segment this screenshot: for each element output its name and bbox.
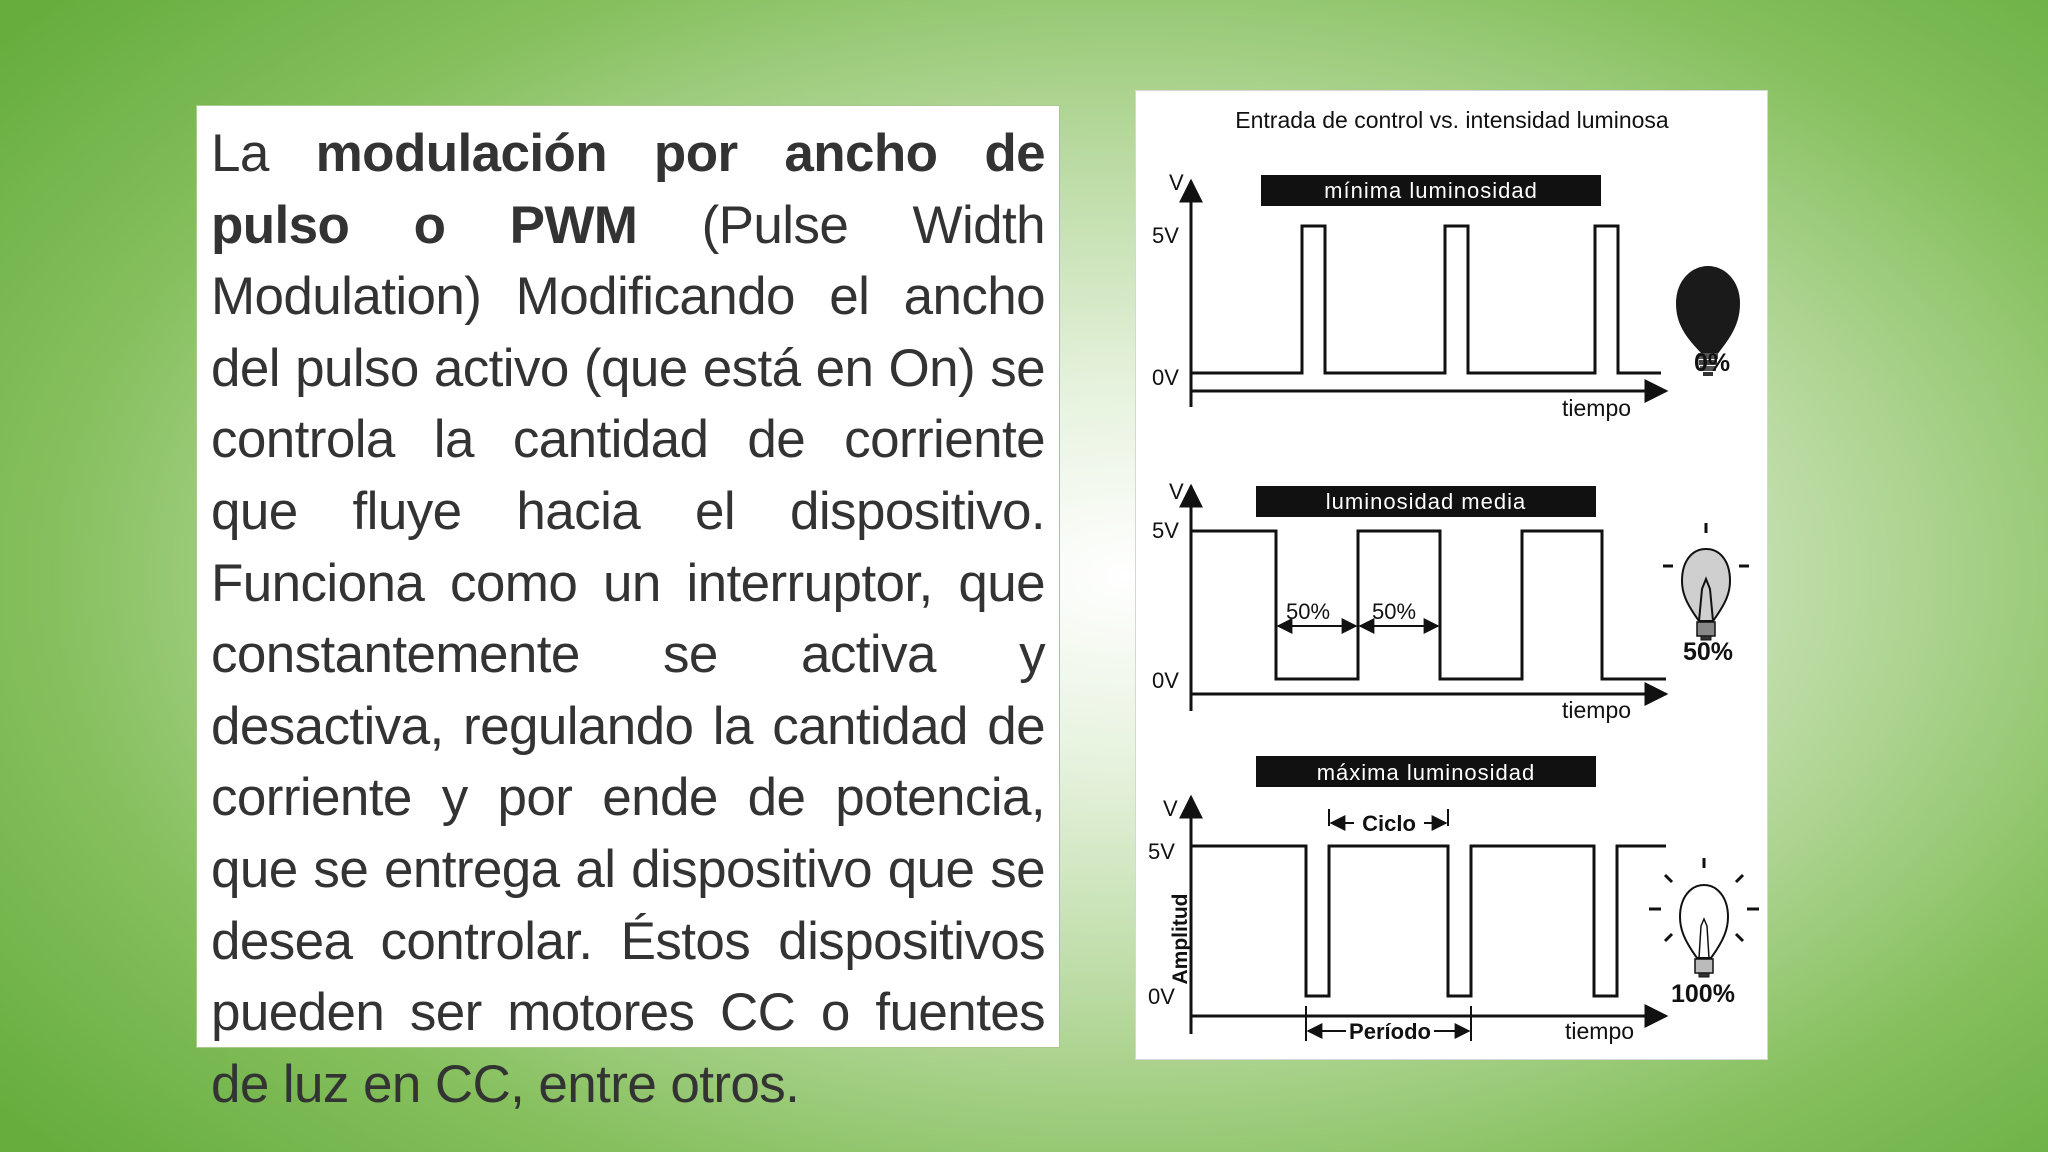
off-percent-label: 50% — [1372, 599, 1417, 624]
banner-medium: luminosidad media — [1325, 489, 1527, 514]
y-label-3: V — [1163, 796, 1178, 821]
bulb-half-icon — [1663, 523, 1749, 640]
diagram-title: Entrada de control vs. intensidad luminosa — [1235, 107, 1669, 133]
cycle-label: Ciclo — [1362, 811, 1416, 836]
x-label-2: tiempo — [1562, 697, 1632, 723]
pwm-paragraph — [211, 118, 1045, 1120]
pwm-term: modulación por ancho de pulso o PWM — [211, 124, 1045, 255]
bulb-on-icon — [1649, 858, 1759, 977]
intensity-minimum: 0% — [1694, 349, 1731, 377]
banner-maximum: máxima luminosidad — [1316, 760, 1536, 785]
level-high-1: 5V — [1152, 223, 1179, 248]
body-text: (Pulse Width Modulation) Modificando el ancho del pulso activo (que está en On) se controla la cantidad de corriente que fluye hacia el dispositivo. Funciona como un interruptor, que constantemente se activa y desactiva, regulando la cantidad de corriente y por ende de potencia, que se entrega al dispositivo que se desea controlar. Éstos dispositivos pueden ser motores CC o fuentes de luz en CC, entre otros. — [211, 195, 1045, 1114]
pwm-diagram — [1135, 90, 1768, 1060]
panel-minimum — [1152, 170, 1740, 421]
banner-minimum: mínima luminosidad — [1324, 178, 1538, 203]
y-label-1: V — [1169, 170, 1184, 195]
intensity-maximum: 100% — [1671, 980, 1735, 1008]
amplitude-label: Amplitud — [1169, 893, 1192, 985]
panel-maximum — [1148, 756, 1759, 1044]
level-high-3: 5V — [1148, 839, 1175, 864]
level-low-2: 0V — [1152, 668, 1179, 693]
signal-medium — [1191, 531, 1666, 679]
level-low-1: 0V — [1152, 365, 1179, 390]
signal-maximum — [1191, 846, 1666, 996]
level-low-3: 0V — [1148, 984, 1175, 1009]
level-high-2: 5V — [1152, 518, 1179, 543]
intensity-medium: 50% — [1683, 638, 1734, 666]
pwm-diagram-svg — [1136, 91, 1769, 1061]
period-label: Período — [1349, 1019, 1431, 1044]
x-label-3: tiempo — [1565, 1018, 1635, 1044]
text-card — [196, 105, 1060, 1114]
on-percent-label: 50% — [1286, 599, 1331, 624]
x-label-1: tiempo — [1562, 395, 1632, 421]
signal-minimum — [1191, 226, 1661, 373]
panel-medium — [1152, 479, 1749, 723]
intro-text: La — [211, 124, 316, 183]
y-label-2: V — [1169, 479, 1184, 504]
